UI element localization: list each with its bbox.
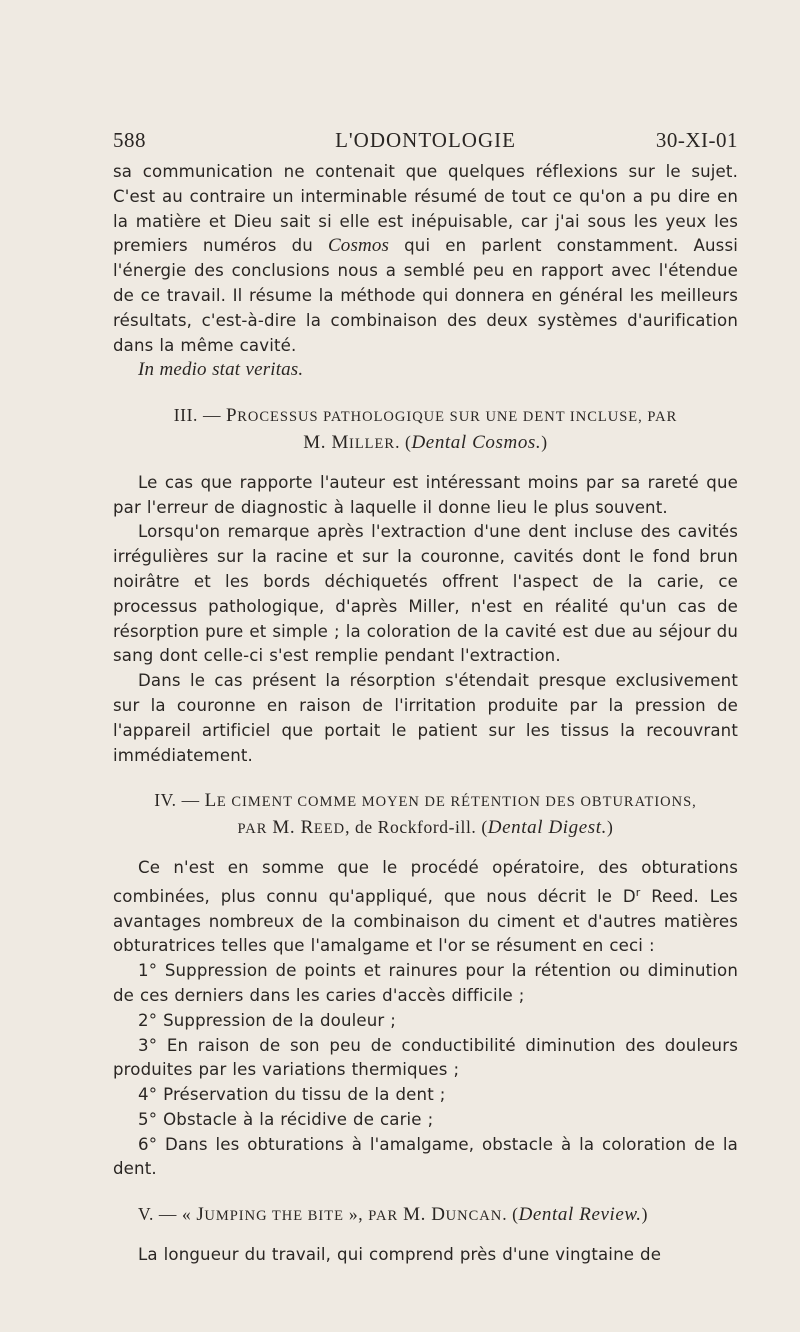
list-item: 6° Dans les obturations à l'amalgame, obstacle à la coloration de la dent. [113, 1134, 738, 1179]
journal-title: L'ODONTOLOGIE [335, 128, 516, 152]
section-4-heading: IV. — LE CIMENT COMME MOYEN DE RÉTENTION DES OBTURATIONS, PAR M. REED, de Rockford-ill. (Dental Digest.) [154, 790, 697, 839]
section-3-paragraph-2: Lorsqu'on remarque après l'extraction d'une dent incluse des cavités irrégulières sur la racine et sur la couronne, cavités dont le fond brun noirâtre et les bords déchiquetés offrent l'aspect de la carie, ce processus pathologique, d'après Miller, n'est en réalité qu'un cas de résorption pure et simple ; la coloration de la cavité est due au séjour du sang dont celle-ci s'est remplie pendant l'extraction. [113, 522, 738, 666]
list-item: 4° Préservation du tissu de la dent ; [138, 1085, 446, 1105]
list-item: 2° Suppression de la douleur ; [138, 1010, 397, 1030]
section-3-heading: III. — PROCESSUS PATHOLOGIQUE SUR UNE DENT INCLUSE, PAR M. MILLER. (Dental Cosmos.) [173, 405, 678, 453]
motto: In medio stat veritas. [138, 359, 304, 381]
section-5-paragraph-1: La longueur du travail, qui comprend près d'une vingtaine de [138, 1245, 662, 1265]
issue-date: 30-XI-01 [655, 128, 738, 152]
section-3-paragraph-3: Dans le cas présent la résorption s'étendait presque exclusivement sur la couronne en raison de l'irritation produite par la pression de l'appareil artificiel que portait le patient sur les tissus la recouvrant immédiatement. [113, 671, 738, 765]
section-3-paragraph-1: Le cas que rapporte l'auteur est intéressant moins par sa rareté que par l'erreur de diagnostic à laquelle il donne lieu le plus souvent. [113, 472, 738, 517]
list-item: 5° Obstacle à la récidive de carie ; [138, 1109, 434, 1129]
section-4-paragraph-1: Ce n'est en somme que le procédé opératoire, des obturations combinées, plus connu qu'appliqué, que nous décrit le $D^r$ Reed. Les avantages nombreux de la combinaison du ciment et d'autres matières obturatrices telles que l'amalgame et l'or se résument en ceci : [113, 857, 738, 956]
list-item: 1° Suppression de points et rainures pour la rétention ou diminution de ces derniers dans les caries d'accès difficile ; [113, 961, 738, 1005]
list-item: 3° En raison de son peu de conductibilité diminution des douleurs produites par les variations thermiques ; [113, 1035, 738, 1080]
section-5-heading: V. — « JUMPING THE BITE », PAR M. DUNCAN. (Dental Review.) [138, 1204, 649, 1226]
page-body [113, 160, 738, 1268]
intro-paragraph: sa communication ne contenait que quelques réflexions sur le sujet. C'est au contraire un interminable résumé de tout ce qu'on a pu dire en la matière et Dieu sait si elle est inépuisable, car j'ai sous les yeux les premiers numéros du Cosmos qui en parlent constamment. Aussi l'énergie des conclusions nous a semblé peu en rapport avec l'étendue de ce travail. Il résume la méthode qui donnera en général les meilleurs résultats, c'est-à-dire la combinaison des deux systèmes d'aurification dans la même cavité. [113, 162, 738, 355]
running-header [113, 128, 738, 152]
page-number: 588 [113, 128, 146, 152]
cosmos-title: Cosmos [327, 235, 390, 257]
